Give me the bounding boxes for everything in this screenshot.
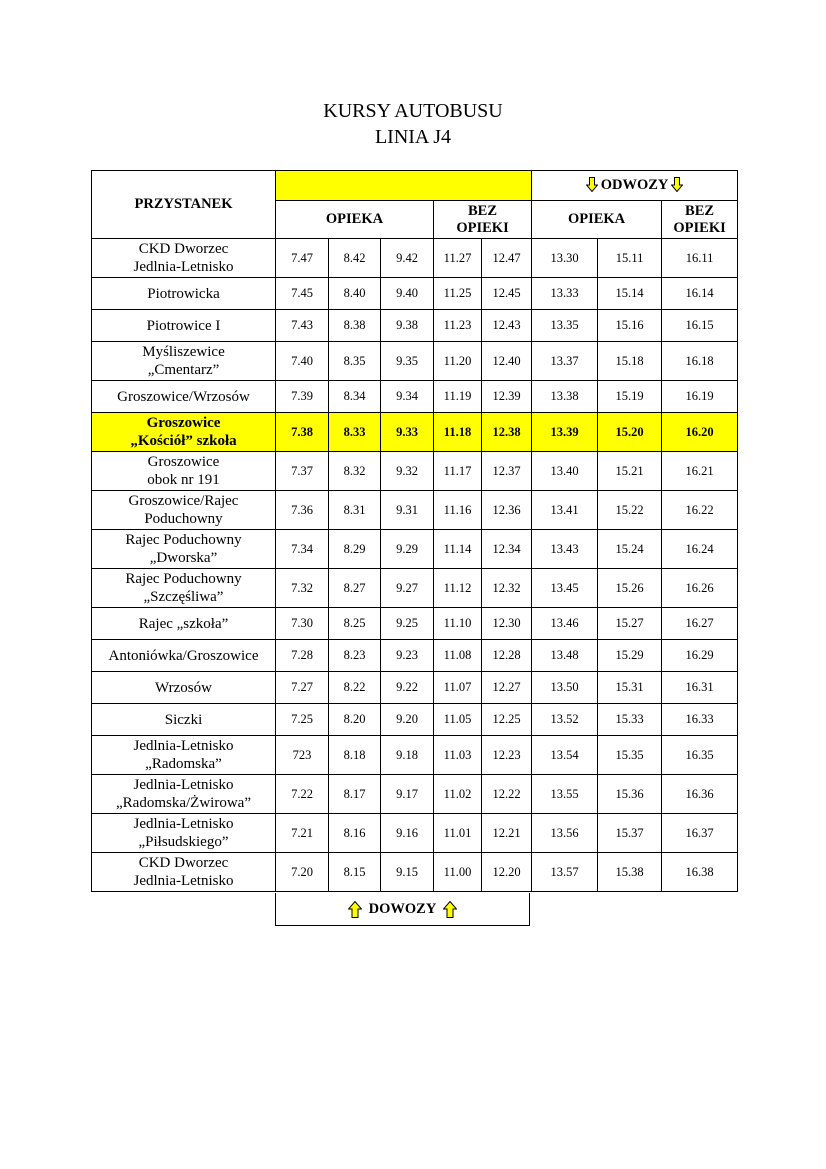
stop-name-cell: [92, 608, 276, 640]
departure-time-cell: 12.20: [482, 853, 532, 892]
table-row: [92, 452, 738, 491]
departure-time-cell: 13.48: [532, 640, 598, 672]
bez-opieki-header-dowozy: [434, 201, 532, 239]
stop-name-line-1: Jedlnia-Letnisko: [133, 777, 234, 793]
departure-time-cell: 13.41: [532, 491, 598, 530]
departure-time-cell: 7.37: [276, 452, 329, 491]
departure-time-cell: 8.25: [329, 608, 381, 640]
departure-time-cell: 13.40: [532, 452, 598, 491]
table-row: [92, 853, 738, 892]
stop-name-line-1: Wrzosów: [155, 679, 212, 696]
table-row: [92, 608, 738, 640]
departure-time-cell: 12.43: [482, 310, 532, 342]
arrow-down-icon: [671, 177, 683, 192]
departure-time-cell: 7.47: [276, 239, 329, 278]
departure-time-cell: 15.26: [598, 569, 662, 608]
bez-opieki-line-2: OPIEKI: [456, 219, 509, 236]
departure-time-cell: 7.25: [276, 704, 329, 736]
stop-name-line-1: Groszowice/Rajec: [128, 493, 239, 509]
stop-name-cell: [92, 672, 276, 704]
table-row: [92, 413, 738, 452]
table-row: [92, 672, 738, 704]
opieka-header-odwozy: OPIEKA: [532, 201, 662, 239]
odwozy-header: [532, 171, 738, 201]
stop-name-line-2: „Radomska/Żwirowa”: [116, 795, 251, 811]
departure-time-cell: 11.07: [434, 672, 482, 704]
departure-time-cell: 7.27: [276, 672, 329, 704]
departure-time-cell: 16.14: [662, 278, 738, 310]
stop-name-cell: [92, 640, 276, 672]
departure-time-cell: 9.23: [381, 640, 434, 672]
departure-time-cell: 7.39: [276, 381, 329, 413]
departure-time-cell: 15.19: [598, 381, 662, 413]
table-row: [92, 640, 738, 672]
stop-name-cell: [92, 310, 276, 342]
departure-time-cell: 8.23: [329, 640, 381, 672]
departure-time-cell: 11.12: [434, 569, 482, 608]
departure-time-cell: 13.46: [532, 608, 598, 640]
title-line-2: LINIA J4: [374, 126, 452, 148]
departure-time-cell: 15.27: [598, 608, 662, 640]
timetable: [91, 170, 738, 892]
stop-name-line-1: Rajec Poduchowny: [125, 571, 242, 587]
departure-time-cell: 9.20: [381, 704, 434, 736]
departure-time-cell: 15.18: [598, 342, 662, 381]
table-row: [92, 569, 738, 608]
departure-time-cell: 7.21: [276, 814, 329, 853]
departure-time-cell: 13.57: [532, 853, 598, 892]
departure-time-cell: 7.28: [276, 640, 329, 672]
departure-time-cell: 8.29: [329, 530, 381, 569]
departure-time-cell: 13.55: [532, 775, 598, 814]
departure-time-cell: 9.35: [381, 342, 434, 381]
stop-name-line-1: Jedlnia-Letnisko: [133, 816, 234, 832]
departure-time-cell: 9.22: [381, 672, 434, 704]
departure-time-cell: 9.31: [381, 491, 434, 530]
stop-name-cell: [92, 342, 276, 381]
dowozy-label: DOWOZY: [368, 900, 437, 917]
departure-time-cell: 16.18: [662, 342, 738, 381]
departure-time-cell: 15.37: [598, 814, 662, 853]
departure-time-cell: 9.17: [381, 775, 434, 814]
stop-name-cell: [92, 814, 276, 853]
departure-time-cell: 7.22: [276, 775, 329, 814]
departure-time-cell: 13.50: [532, 672, 598, 704]
table-row: [92, 310, 738, 342]
departure-time-cell: 8.38: [329, 310, 381, 342]
departure-time-cell: 11.18: [434, 413, 482, 452]
departure-time-cell: 11.02: [434, 775, 482, 814]
departure-time-cell: 11.25: [434, 278, 482, 310]
departure-time-cell: 15.31: [598, 672, 662, 704]
table-row: [92, 530, 738, 569]
departure-time-cell: 13.52: [532, 704, 598, 736]
departure-time-cell: 11.23: [434, 310, 482, 342]
departure-time-cell: 11.27: [434, 239, 482, 278]
departure-time-cell: 15.35: [598, 736, 662, 775]
departure-time-cell: 7.43: [276, 310, 329, 342]
stop-name-line-1: Piotrowice I: [146, 317, 221, 334]
bez-opieki-line-2: OPIEKI: [673, 219, 726, 236]
departure-time-cell: 15.33: [598, 704, 662, 736]
departure-time-cell: 15.11: [598, 239, 662, 278]
table-row: [92, 239, 738, 278]
departure-time-cell: 16.31: [662, 672, 738, 704]
departure-time-cell: 15.16: [598, 310, 662, 342]
departure-time-cell: 12.21: [482, 814, 532, 853]
departure-time-cell: 16.27: [662, 608, 738, 640]
departure-time-cell: 12.32: [482, 569, 532, 608]
stop-name-line-2: „Kościół” szkoła: [130, 433, 237, 449]
stop-name-cell: [92, 491, 276, 530]
stop-name-cell: [92, 278, 276, 310]
departure-time-cell: 12.22: [482, 775, 532, 814]
arrow-up-icon: [348, 901, 362, 918]
departure-time-cell: 9.34: [381, 381, 434, 413]
timetable-body: [92, 239, 738, 892]
departure-time-cell: 11.03: [434, 736, 482, 775]
stop-name-line-1: Groszowice: [147, 454, 220, 470]
departure-time-cell: 9.29: [381, 530, 434, 569]
stop-name-line-1: Rajec „szkoła”: [138, 615, 229, 632]
departure-time-cell: 15.22: [598, 491, 662, 530]
departure-time-cell: 13.45: [532, 569, 598, 608]
stop-name-cell: [92, 775, 276, 814]
departure-time-cell: 11.05: [434, 704, 482, 736]
departure-time-cell: 7.45: [276, 278, 329, 310]
departure-time-cell: 15.21: [598, 452, 662, 491]
departure-time-cell: 16.29: [662, 640, 738, 672]
bez-opieki-line-1: BEZ: [685, 202, 715, 219]
departure-time-cell: 7.34: [276, 530, 329, 569]
departure-time-cell: 723: [276, 736, 329, 775]
stop-name-line-1: Groszowice: [146, 415, 221, 431]
stop-name-cell: [92, 413, 276, 452]
departure-time-cell: 8.20: [329, 704, 381, 736]
stop-name-line-2: „Cmentarz”: [147, 362, 220, 378]
stop-name-line-1: Rajec Poduchowny: [125, 532, 242, 548]
departure-time-cell: 13.39: [532, 413, 598, 452]
departure-time-cell: 15.36: [598, 775, 662, 814]
departure-time-cell: 9.38: [381, 310, 434, 342]
table-row: [92, 278, 738, 310]
departure-time-cell: 12.28: [482, 640, 532, 672]
stop-column-header: PRZYSTANEK: [92, 171, 276, 239]
departure-time-cell: 8.34: [329, 381, 381, 413]
stop-name-line-1: Myśliszewice: [142, 344, 225, 360]
departure-time-cell: 16.33: [662, 704, 738, 736]
departure-time-cell: 16.21: [662, 452, 738, 491]
departure-time-cell: 15.14: [598, 278, 662, 310]
departure-time-cell: 12.25: [482, 704, 532, 736]
stop-name-line-1: Antoniówka/Groszowice: [108, 647, 259, 664]
stop-name-cell: [92, 853, 276, 892]
departure-time-cell: 11.19: [434, 381, 482, 413]
stop-name-cell: [92, 239, 276, 278]
table-row: [92, 775, 738, 814]
departure-time-cell: 8.27: [329, 569, 381, 608]
table-row: [92, 814, 738, 853]
departure-time-cell: 8.16: [329, 814, 381, 853]
departure-time-cell: 12.36: [482, 491, 532, 530]
stop-name-line-1: Jedlnia-Letnisko: [133, 738, 234, 754]
arrow-up-icon: [443, 901, 457, 918]
stop-name-cell: [92, 736, 276, 775]
departure-time-cell: 13.43: [532, 530, 598, 569]
departure-time-cell: 15.20: [598, 413, 662, 452]
opieka-header-dowozy: OPIEKA: [276, 201, 434, 239]
departure-time-cell: 11.20: [434, 342, 482, 381]
departure-time-cell: 8.31: [329, 491, 381, 530]
table-row: [92, 491, 738, 530]
table-row: [92, 342, 738, 381]
departure-time-cell: 9.40: [381, 278, 434, 310]
table-row: [92, 736, 738, 775]
stop-name-line-2: Jedlnia-Letnisko: [133, 873, 234, 889]
departure-time-cell: 13.30: [532, 239, 598, 278]
departure-time-cell: 9.33: [381, 413, 434, 452]
departure-time-cell: 9.27: [381, 569, 434, 608]
yellow-header-cell: [276, 171, 532, 201]
table-row: [92, 381, 738, 413]
title-line-1: KURSY AUTOBUSU: [323, 100, 503, 122]
departure-time-cell: 8.40: [329, 278, 381, 310]
departure-time-cell: 8.32: [329, 452, 381, 491]
departure-time-cell: 11.00: [434, 853, 482, 892]
departure-time-cell: 11.16: [434, 491, 482, 530]
stop-name-line-2: „Radomska”: [145, 756, 222, 772]
departure-time-cell: 16.36: [662, 775, 738, 814]
departure-time-cell: 16.20: [662, 413, 738, 452]
departure-time-cell: 12.47: [482, 239, 532, 278]
stop-name-line-1: Groszowice/Wrzosów: [117, 388, 250, 405]
departure-time-cell: 13.35: [532, 310, 598, 342]
departure-time-cell: 16.22: [662, 491, 738, 530]
departure-time-cell: 13.38: [532, 381, 598, 413]
odwozy-label: ODWOZY: [600, 177, 669, 193]
departure-time-cell: 7.40: [276, 342, 329, 381]
stop-name-cell: [92, 530, 276, 569]
departure-time-cell: 16.15: [662, 310, 738, 342]
departure-time-cell: 16.24: [662, 530, 738, 569]
departure-time-cell: 11.17: [434, 452, 482, 491]
stop-name-line-1: Piotrowicka: [147, 285, 220, 302]
departure-time-cell: 11.10: [434, 608, 482, 640]
departure-time-cell: 8.17: [329, 775, 381, 814]
departure-time-cell: 13.33: [532, 278, 598, 310]
departure-time-cell: 15.24: [598, 530, 662, 569]
departure-time-cell: 8.18: [329, 736, 381, 775]
departure-time-cell: 12.38: [482, 413, 532, 452]
departure-time-cell: 7.32: [276, 569, 329, 608]
stop-name-line-2: „Szczęśliwa”: [143, 589, 224, 605]
departure-time-cell: 12.39: [482, 381, 532, 413]
stop-name-line-2: „Piłsudskiego”: [138, 834, 229, 850]
departure-time-cell: 7.30: [276, 608, 329, 640]
departure-time-cell: 11.08: [434, 640, 482, 672]
departure-time-cell: 8.15: [329, 853, 381, 892]
departure-time-cell: 9.25: [381, 608, 434, 640]
departure-time-cell: 9.32: [381, 452, 434, 491]
departure-time-cell: 12.34: [482, 530, 532, 569]
departure-time-cell: 12.37: [482, 452, 532, 491]
departure-time-cell: 12.27: [482, 672, 532, 704]
departure-time-cell: 9.42: [381, 239, 434, 278]
departure-time-cell: 13.56: [532, 814, 598, 853]
departure-time-cell: 9.16: [381, 814, 434, 853]
stop-name-line-1: CKD Dworzec: [138, 241, 229, 257]
bez-opieki-header-odwozy: [662, 201, 738, 239]
table-row: [92, 704, 738, 736]
stop-name-line-2: „Dworska”: [149, 550, 218, 566]
stop-name-cell: [92, 704, 276, 736]
stop-name-line-2: Jedlnia-Letnisko: [133, 259, 234, 275]
departure-time-cell: 8.35: [329, 342, 381, 381]
departure-time-cell: 16.38: [662, 853, 738, 892]
departure-time-cell: 8.33: [329, 413, 381, 452]
stop-name-line-2: Poduchowny: [144, 511, 223, 527]
departure-time-cell: 12.45: [482, 278, 532, 310]
departure-time-cell: 8.42: [329, 239, 381, 278]
departure-time-cell: 12.40: [482, 342, 532, 381]
departure-time-cell: 16.19: [662, 381, 738, 413]
departure-time-cell: 13.37: [532, 342, 598, 381]
departure-time-cell: 12.23: [482, 736, 532, 775]
departure-time-cell: 7.36: [276, 491, 329, 530]
stop-name-line-1: CKD Dworzec: [138, 855, 229, 871]
departure-time-cell: 7.38: [276, 413, 329, 452]
departure-time-cell: 7.20: [276, 853, 329, 892]
page-title: [0, 98, 826, 150]
departure-time-cell: 16.26: [662, 569, 738, 608]
stop-name-cell: [92, 381, 276, 413]
departure-time-cell: 13.54: [532, 736, 598, 775]
departure-time-cell: 15.29: [598, 640, 662, 672]
departure-time-cell: 12.30: [482, 608, 532, 640]
departure-time-cell: 16.11: [662, 239, 738, 278]
departure-time-cell: 11.01: [434, 814, 482, 853]
departure-time-cell: 16.35: [662, 736, 738, 775]
departure-time-cell: 16.37: [662, 814, 738, 853]
stop-name-line-2: obok nr 191: [147, 472, 220, 488]
stop-name-cell: [92, 569, 276, 608]
bez-opieki-line-1: BEZ: [468, 202, 498, 219]
departure-time-cell: 9.18: [381, 736, 434, 775]
stop-name-cell: [92, 452, 276, 491]
stop-name-line-1: Siczki: [164, 711, 203, 728]
arrow-down-icon: [586, 177, 598, 192]
departure-time-cell: 11.14: [434, 530, 482, 569]
departure-time-cell: 9.15: [381, 853, 434, 892]
dowozy-footer: [275, 893, 530, 926]
departure-time-cell: 8.22: [329, 672, 381, 704]
departure-time-cell: 15.38: [598, 853, 662, 892]
